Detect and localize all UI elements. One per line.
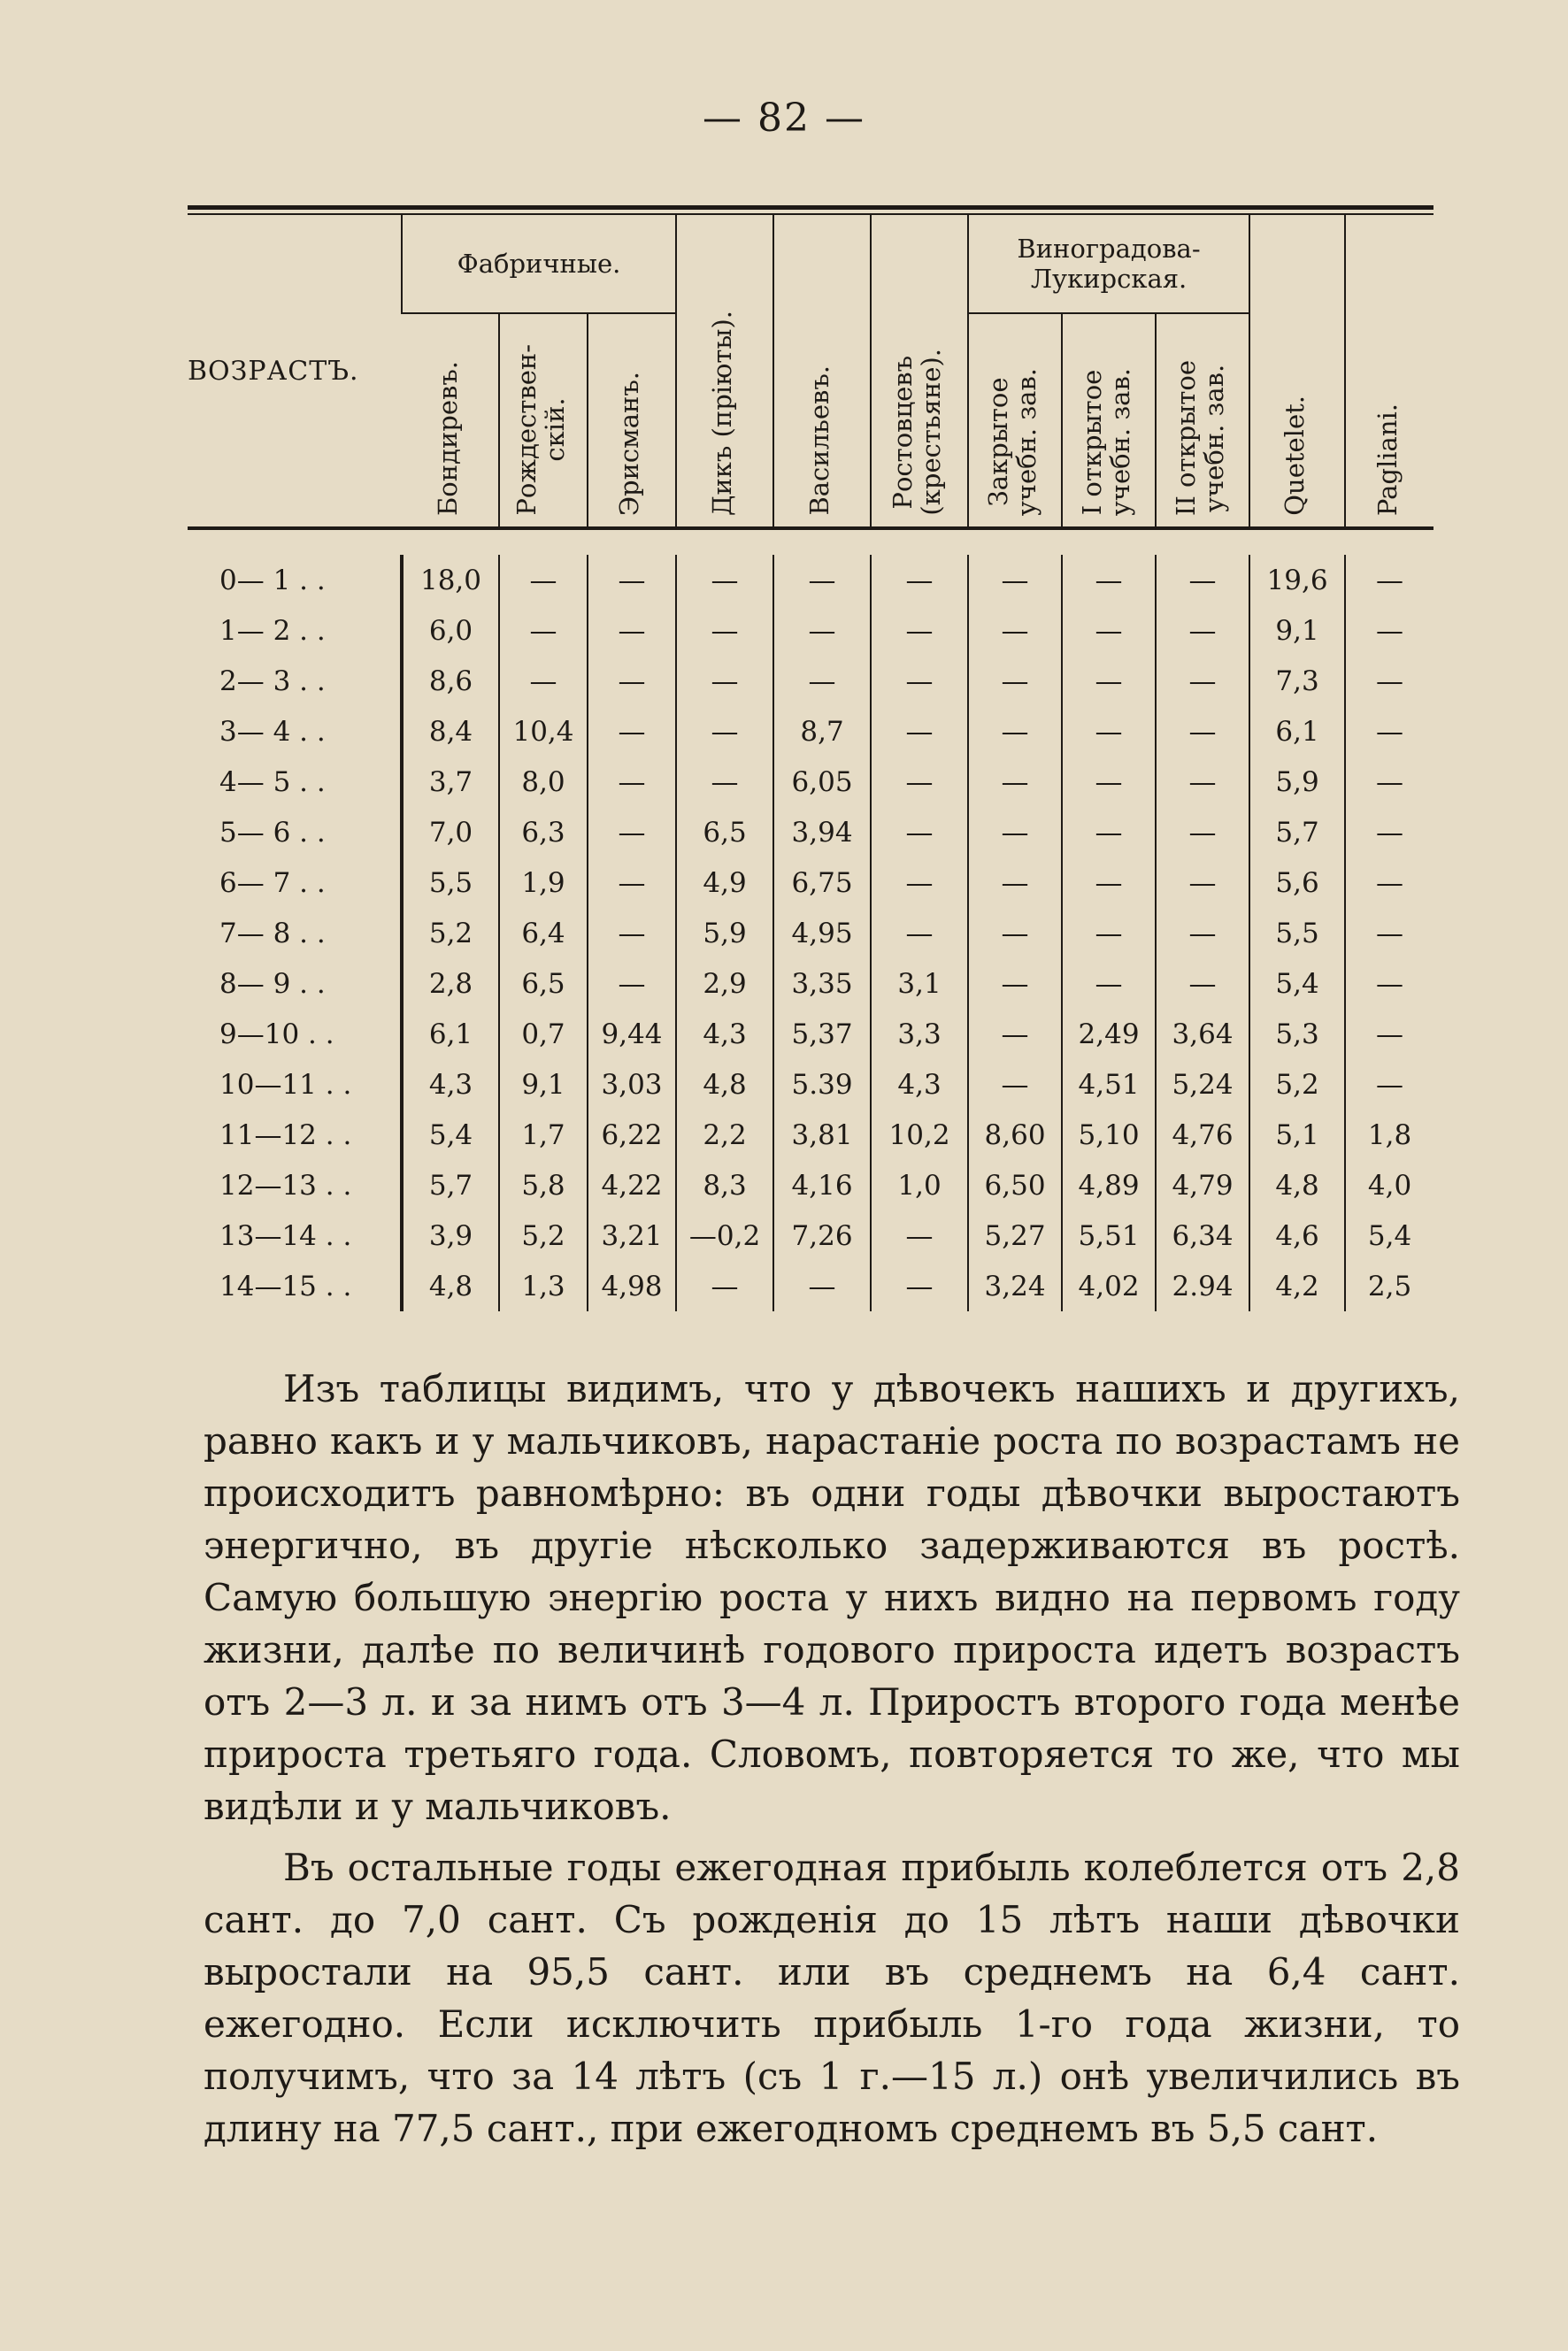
table-cell: — <box>871 706 968 757</box>
table-cell: 6,4 <box>499 908 588 958</box>
row-age-label: 2— 3 . . <box>219 665 326 697</box>
table-cell: — <box>968 807 1062 857</box>
table-cell: — <box>871 1261 968 1311</box>
table-cell: 3,94 <box>773 807 871 857</box>
table-cell: 3,9 <box>402 1210 499 1261</box>
table-cell: — <box>968 1009 1062 1059</box>
row-age-label: 4— 5 . . <box>219 765 326 798</box>
col-header-bondirev: Бондиревъ. <box>432 360 463 516</box>
table-cell: — <box>1156 706 1249 757</box>
row-age-label: 7— 8 . . <box>219 917 326 949</box>
table-cell: — <box>588 807 676 857</box>
table-cell: — <box>1062 857 1156 908</box>
table-row <box>188 757 1433 807</box>
table-cell: — <box>676 706 773 757</box>
table-cell: 5,2 <box>402 908 499 958</box>
table-cell: 3,3 <box>871 1009 968 1059</box>
header-bottom-rule <box>188 528 1433 555</box>
table-cell: — <box>1062 757 1156 807</box>
table-cell: 4,79 <box>1156 1160 1249 1210</box>
table-cell: — <box>968 706 1062 757</box>
table-cell: 8,4 <box>402 706 499 757</box>
table-cell: 8,6 <box>402 656 499 706</box>
table-row <box>188 908 1433 958</box>
table-row <box>188 807 1433 857</box>
table-cell: — <box>588 908 676 958</box>
table-cell: — <box>1156 958 1249 1009</box>
table-cell: 4,95 <box>773 908 871 958</box>
table-cell: — <box>676 555 773 605</box>
table-cell: 8,60 <box>968 1110 1062 1160</box>
table-row <box>188 656 1433 706</box>
table-cell: 9,1 <box>1249 605 1345 656</box>
table-cell: 5,3 <box>1249 1009 1345 1059</box>
table-cell: — <box>588 857 676 908</box>
table-cell: 4,3 <box>871 1059 968 1110</box>
table-cell: — <box>968 656 1062 706</box>
table-cell: — <box>968 605 1062 656</box>
table-cell: — <box>1156 857 1249 908</box>
table-cell: 5,5 <box>1249 908 1345 958</box>
table-row <box>188 1009 1433 1059</box>
table-cell: — <box>1062 807 1156 857</box>
table-cell: —0,2 <box>676 1210 773 1261</box>
table-cell: 2,2 <box>676 1110 773 1160</box>
table-cell: 3,21 <box>588 1210 676 1261</box>
table-cell: — <box>676 1261 773 1311</box>
table-top-rule <box>188 205 1433 210</box>
table-cell: 4,22 <box>588 1160 676 1210</box>
table-row <box>188 605 1433 656</box>
row-age-label: 9—10 . . <box>219 1018 334 1050</box>
body-text <box>204 1363 1460 2163</box>
table-cell: — <box>1345 908 1433 958</box>
table-cell: — <box>1345 958 1433 1009</box>
table-cell: 4,8 <box>1249 1160 1345 1210</box>
table-cell: — <box>1062 958 1156 1009</box>
table-cell: 6,50 <box>968 1160 1062 1210</box>
table-cell: 1,9 <box>499 857 588 908</box>
col-header-quetelet: Quetelet. <box>1249 215 1345 528</box>
table-cell: 4,3 <box>402 1059 499 1110</box>
table-cell: — <box>1345 807 1433 857</box>
table-cell: 6,5 <box>499 958 588 1009</box>
row-age-label: 0— 1 . . <box>219 564 326 596</box>
table-cell: — <box>588 656 676 706</box>
table-cell: 2,5 <box>1345 1261 1433 1311</box>
table-cell: 5,37 <box>773 1009 871 1059</box>
table-cell: 19,6 <box>1249 555 1345 605</box>
col-header-closed-school: Закрытое учебн. зав. <box>968 313 1062 528</box>
table-cell: — <box>499 656 588 706</box>
table-cell: 1,0 <box>871 1160 968 1210</box>
table-cell: — <box>773 605 871 656</box>
table-cell: — <box>1345 857 1433 908</box>
row-age-label: 5— 6 . . <box>219 816 326 849</box>
age-column-header: ВОЗРАСТЪ. <box>188 355 359 387</box>
table-cell: — <box>1156 757 1249 807</box>
table-cell: — <box>773 1261 871 1311</box>
table-cell: 4,6 <box>1249 1210 1345 1261</box>
table-cell: — <box>871 807 968 857</box>
table-cell: — <box>1156 656 1249 706</box>
table-cell: — <box>499 555 588 605</box>
table-cell: 6,75 <box>773 857 871 908</box>
table-cell: 2,9 <box>676 958 773 1009</box>
group-header-vinogradova: Виноградова- Лукирская. <box>968 215 1249 313</box>
table-cell: 4,98 <box>588 1261 676 1311</box>
table-cell: 5,1 <box>1249 1110 1345 1160</box>
table-cell: 2,49 <box>1062 1009 1156 1059</box>
table-cell: — <box>588 757 676 807</box>
table-cell: 5,7 <box>402 1160 499 1210</box>
table-row <box>188 1160 1433 1210</box>
table-cell: 6,34 <box>1156 1210 1249 1261</box>
table-cell: 5,9 <box>1249 757 1345 807</box>
table-cell: 4,51 <box>1062 1059 1156 1110</box>
table-cell: — <box>1062 555 1156 605</box>
page-number: — 82 — <box>703 96 865 141</box>
table-cell: 2.94 <box>1156 1261 1249 1311</box>
table-cell: — <box>968 1059 1062 1110</box>
table-cell: — <box>968 908 1062 958</box>
table-cell: 4,9 <box>676 857 773 908</box>
table-cell: 4,8 <box>402 1261 499 1311</box>
table-cell: 8,7 <box>773 706 871 757</box>
table-cell: — <box>1062 605 1156 656</box>
table-cell: 5,5 <box>402 857 499 908</box>
table-cell: 9,1 <box>499 1059 588 1110</box>
table-cell: — <box>1156 807 1249 857</box>
table-cell: 6,3 <box>499 807 588 857</box>
table-cell: 5,2 <box>499 1210 588 1261</box>
row-age-label: 12—13 . . <box>219 1169 352 1202</box>
table-cell: — <box>1345 757 1433 807</box>
table-cell: 4,16 <box>773 1160 871 1210</box>
table-cell: — <box>871 656 968 706</box>
col-header-dik: Дикъ (пріюты). <box>676 215 773 528</box>
table-cell: — <box>1345 706 1433 757</box>
table-cell: — <box>588 605 676 656</box>
table-cell: — <box>773 555 871 605</box>
row-age-label: 6— 7 . . <box>219 866 326 899</box>
row-age-label: 10—11 . . <box>219 1068 352 1101</box>
table-cell: — <box>588 958 676 1009</box>
table-cell: 4,0 <box>1345 1160 1433 1210</box>
table-cell: 1,7 <box>499 1110 588 1160</box>
table-row <box>188 1059 1433 1110</box>
table-cell: — <box>588 555 676 605</box>
table-cell: 3,64 <box>1156 1009 1249 1059</box>
col-header-open-school-1: I открытое учебн. зав. <box>1062 313 1156 528</box>
col-header-rostovtsev: Ростовцевъ (крестьяне). <box>871 215 968 528</box>
table-cell: 2,8 <box>402 958 499 1009</box>
table-cell: 5,10 <box>1062 1110 1156 1160</box>
table-cell: 0,7 <box>499 1009 588 1059</box>
table-cell: 4,2 <box>1249 1261 1345 1311</box>
table-cell: 3,81 <box>773 1110 871 1160</box>
table-cell: 6,0 <box>402 605 499 656</box>
table-cell: — <box>1345 656 1433 706</box>
table-cell: — <box>676 656 773 706</box>
table-cell: 8,0 <box>499 757 588 807</box>
table-cell: — <box>1345 605 1433 656</box>
growth-table <box>188 205 1433 1311</box>
row-age-label: 13—14 . . <box>219 1219 352 1252</box>
table-cell: 7,3 <box>1249 656 1345 706</box>
row-age-label: 8— 9 . . <box>219 967 326 1000</box>
table-row <box>188 706 1433 757</box>
row-age-label: 3— 4 . . <box>219 715 326 748</box>
table-cell: 7,0 <box>402 807 499 857</box>
table-cell: — <box>1156 605 1249 656</box>
table-cell: 9,44 <box>588 1009 676 1059</box>
table-cell: — <box>871 757 968 807</box>
table-row <box>188 555 1433 605</box>
table-row <box>188 1110 1433 1160</box>
group-header-fabrichnye: Фабричные. <box>402 215 676 313</box>
col-header-open-school-2: II открытое учебн. зав. <box>1156 313 1249 528</box>
table-cell: 5,51 <box>1062 1210 1156 1261</box>
table-row <box>188 1261 1433 1311</box>
col-header-vasiliev: Васильевъ. <box>773 215 871 528</box>
table-cell: — <box>968 958 1062 1009</box>
col-header-pagliani: Pagliani. <box>1345 215 1433 528</box>
table-cell: 5,6 <box>1249 857 1345 908</box>
table-cell: 8,3 <box>676 1160 773 1210</box>
table-cell: 3,35 <box>773 958 871 1009</box>
table-cell: — <box>1345 1009 1433 1059</box>
col-header-erisman: Эрисманъ. <box>588 313 676 528</box>
table-cell: 6,05 <box>773 757 871 807</box>
table-cell: 5,2 <box>1249 1059 1345 1110</box>
table-cell: — <box>676 757 773 807</box>
table-cell: — <box>773 656 871 706</box>
table-cell: 4,89 <box>1062 1160 1156 1210</box>
table-cell: 10,4 <box>499 706 588 757</box>
table-cell: — <box>1345 1059 1433 1110</box>
table-cell: — <box>499 605 588 656</box>
table-cell: — <box>588 706 676 757</box>
table-cell: 3,7 <box>402 757 499 807</box>
row-age-label: 11—12 . . <box>219 1118 352 1151</box>
table-cell: — <box>871 857 968 908</box>
table-cell: — <box>676 605 773 656</box>
table-cell: 5,24 <box>1156 1059 1249 1110</box>
table-cell: 4,3 <box>676 1009 773 1059</box>
table-cell: — <box>1156 555 1249 605</box>
table-cell: 1,8 <box>1345 1110 1433 1160</box>
table-cell: 18,0 <box>402 555 499 605</box>
table-cell: — <box>1156 908 1249 958</box>
table-cell: 5,4 <box>1345 1210 1433 1261</box>
table-cell: 3,1 <box>871 958 968 1009</box>
col-header-rozhdestvensky: Рождествен- скій. <box>499 313 588 528</box>
table-cell: — <box>871 908 968 958</box>
table-body <box>188 555 1433 1311</box>
table-cell: 6,1 <box>1249 706 1345 757</box>
table-cell: 4,02 <box>1062 1261 1156 1311</box>
table-cell: 6,5 <box>676 807 773 857</box>
table-cell: 5,27 <box>968 1210 1062 1261</box>
table-cell: — <box>871 605 968 656</box>
table-cell: 10,2 <box>871 1110 968 1160</box>
table-cell: 3,24 <box>968 1261 1062 1311</box>
table-cell: 5,8 <box>499 1160 588 1210</box>
table-cell: 6,1 <box>402 1009 499 1059</box>
table-cell: — <box>1345 555 1433 605</box>
table-cell: 4,76 <box>1156 1110 1249 1160</box>
table-cell: 5,7 <box>1249 807 1345 857</box>
table-cell: 5,4 <box>402 1110 499 1160</box>
table-cell: — <box>968 555 1062 605</box>
row-age-label: 14—15 . . <box>219 1270 352 1302</box>
table-cell: 3,03 <box>588 1059 676 1110</box>
table-cell: — <box>968 857 1062 908</box>
table-cell: 5.39 <box>773 1059 871 1110</box>
table-cell: — <box>1062 706 1156 757</box>
paragraph: Въ остальные годы ежегодная прибыль колеблется отъ 2,8 сант. до 7,0 сант. Съ рожденія до 15 лѣтъ наши дѣвочки выростали на 95,5 сант. или въ среднемъ на 6,4 сант. ежегодно. Если исключить прибыль 1-го года жизни, то получимъ, что за 14 лѣтъ (съ 1 г.—15 л.) онѣ увеличились въ длину на 77,5 сант., при ежегодномъ среднемъ въ 5,5 сант. <box>204 1846 1460 2150</box>
table-cell: — <box>1062 656 1156 706</box>
table-cell: — <box>1062 908 1156 958</box>
table-cell: — <box>871 555 968 605</box>
table-cell: 7,26 <box>773 1210 871 1261</box>
table-cell: 4,8 <box>676 1059 773 1110</box>
table-cell: — <box>871 1210 968 1261</box>
paragraph: Изъ таблицы видимъ, что у дѣвочекъ нашихъ и другихъ, равно какъ и у мальчиковъ, нарастаніе роста по возрастамъ не происходитъ равномѣрно: въ одни годы дѣвочки выростаютъ энергично, въ другіе нѣсколько задерживаются въ ростѣ. Самую большую энергію роста у нихъ видно на первомъ году жизни, далѣе по величинѣ годового прироста идетъ возрастъ отъ 2—3 л. и за нимъ отъ 3—4 л. Приростъ второго года менѣе прироста третьяго года. Словомъ, повторяется то же, что мы видѣли и у мальчиковъ. <box>204 1367 1460 1828</box>
table-row <box>188 958 1433 1009</box>
table-cell: 6,22 <box>588 1110 676 1160</box>
table-cell: 1,3 <box>499 1261 588 1311</box>
table-cell: 5,9 <box>676 908 773 958</box>
table-cell: — <box>968 757 1062 807</box>
table-row <box>188 1210 1433 1261</box>
table-row <box>188 857 1433 908</box>
row-age-label: 1— 2 . . <box>219 614 326 647</box>
table-cell: 5,4 <box>1249 958 1345 1009</box>
